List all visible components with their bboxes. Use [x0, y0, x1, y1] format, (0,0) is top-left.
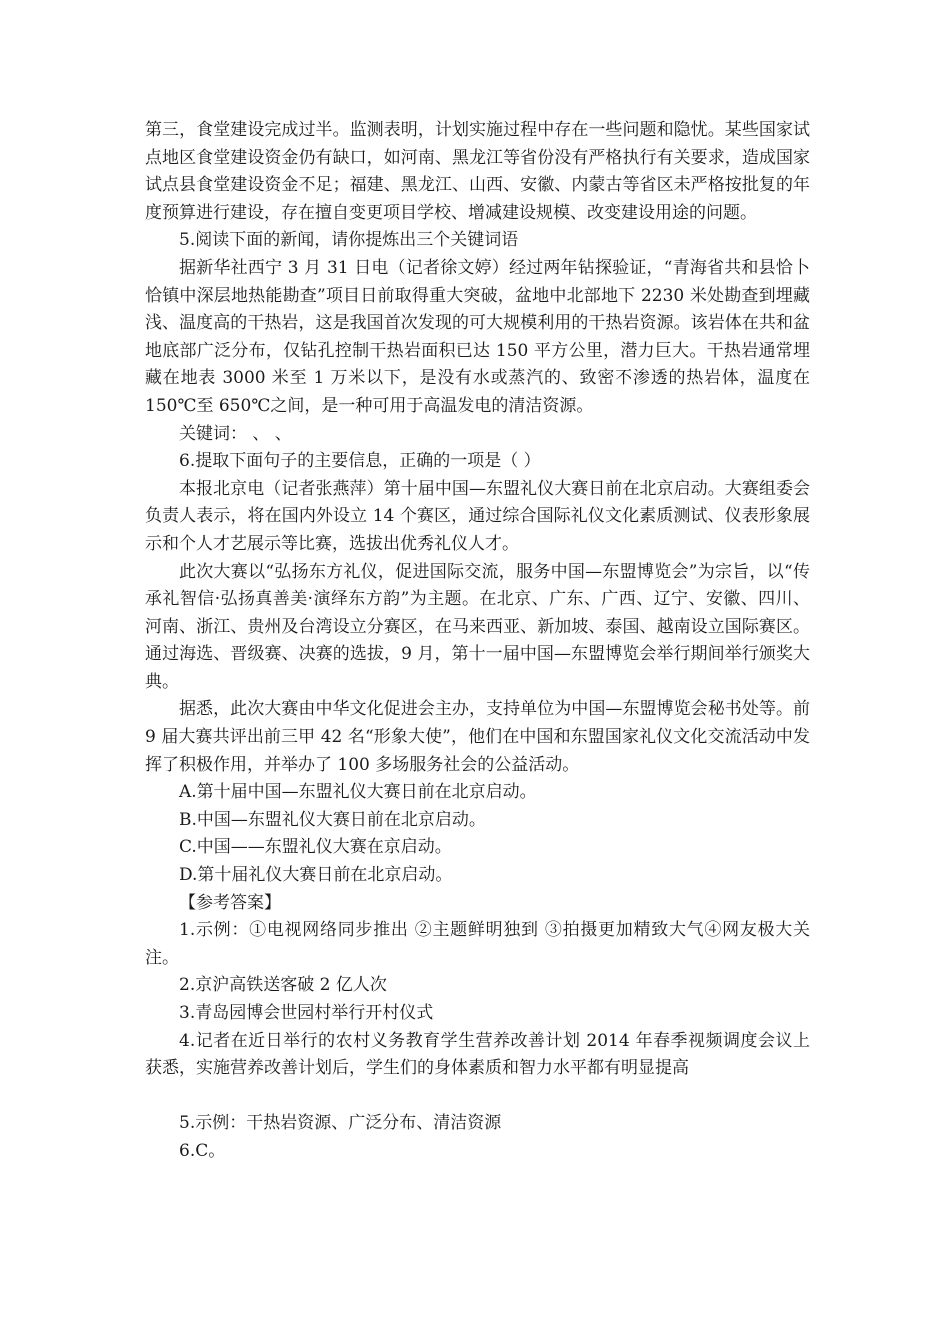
answer-6: 6.C。 [179, 1140, 226, 1161]
answer-2: 2.京沪高铁送客破 2 亿人次 [179, 975, 387, 996]
news-etiquette-contest-2: 此次大赛以“弘扬东方礼仪，促进国际交流，服务中国—东盟博览会”为宗旨，以“传承礼智信·弘扬真善美·演绎东方韵”为主题。在北京、广东、广西、辽宁、安徽、四川、河南、浙江、贵州及台湾设立分赛区，在马来西亚、新加坡、泰国、越南设立国际赛区。通过海选、晋级赛、决赛的选拔，9 月，第十一届中国—东盟博览会举行期间举行颁奖大典。 [145, 561, 810, 692]
answer-4: 4.记者在近日举行的农村义务教育学生营养改善计划 2014 年春季视频调度会议上获悉，实施营养改善计划后，学生们的身体素质和智力水平都有明显提高 [145, 1030, 810, 1079]
blank-line [145, 1083, 810, 1111]
paragraph-canteen-construction: 第三，食堂建设完成过半。监测表明，计划实施过程中存在一些问题和隐忧。某些国家试点地区食堂建设资金仍有缺口，如河南、黑龙江等省份没有严格执行有关要求，造成国家试点县食堂建设资金不足；福建、黑龙江、山西、安徽、内蒙古等省区未严格按批复的年度预算进行建设，存在擅自变更项目学校、增减建设规模、改变建设用途的问题。 [145, 120, 810, 223]
option-a: A.第十届中国—东盟礼仪大赛日前在北京启动。 [179, 782, 537, 803]
answer-3: 3.青岛园博会世园村举行开村仪式 [179, 1003, 434, 1023]
option-c: C.中国——东盟礼仪大赛在京启动。 [179, 837, 452, 858]
news-etiquette-contest-3: 据悉，此次大赛由中华文化促进会主办，支持单位为中国—东盟博览会秘书处等。前 9 届大赛共评出前三甲 42 名“形象大使”，他们在中国和东盟国家礼仪文化交流活动中发挥了积极作用，并举办了 100 多场服务社会的公益活动。 [145, 699, 810, 775]
news-hot-dry-rock: 据新华社西宁 3 月 31 日电（记者徐文婷）经过两年钻探验证，“青海省共和县恰卜恰镇中深层地热能勘查”项目日前取得重大突破，盆地中北部地下 2230 米处勘查到埋藏浅、温度高的干热岩，这是我国首次发现的可大规模利用的干热岩资源。该岩体在共和盆地底部广泛分布，仅钻孔控制干热岩面积已达 150 平方公里，潜力巨大。干热岩通常埋藏在地表 3000 米至 1 万米以下，是没有水或蒸汽的、致密不渗透的热岩体，温度在 150℃至 650℃之间，是一种可用于高温发电的清洁资源。 [145, 257, 810, 416]
document-body [145, 117, 810, 1166]
answer-key-heading: 【参考答案】 [179, 892, 281, 913]
option-b: B.中国—东盟礼仪大赛日前在北京启动。 [179, 809, 486, 830]
answer-5: 5.示例：干热岩资源、广泛分布、清洁资源 [179, 1113, 502, 1134]
answer-1: 1.示例：①电视网络同步推出 ②主题鲜明独到 ③拍摄更加精致大气④网友极大关注。 [145, 920, 810, 968]
option-d: D.第十届礼仪大赛日前在北京启动。 [179, 865, 453, 886]
question-6-prompt: 6.提取下面句子的主要信息，正确的一项是（ ） [179, 451, 541, 472]
question-5-prompt: 5.阅读下面的新闻，请你提炼出三个关键词语 [179, 230, 519, 251]
news-etiquette-contest-1: 本报北京电（记者张燕萍）第十届中国—东盟礼仪大赛日前在北京启动。大赛组委会负责人表示，将在国内外设立 14 个赛区，通过综合国际礼仪文化素质测试、仪表形象展示和个人才艺展示等比赛，选拔出优秀礼仪人才。 [145, 478, 810, 554]
keywords-blank: 关键词： 、 、 [179, 423, 292, 444]
